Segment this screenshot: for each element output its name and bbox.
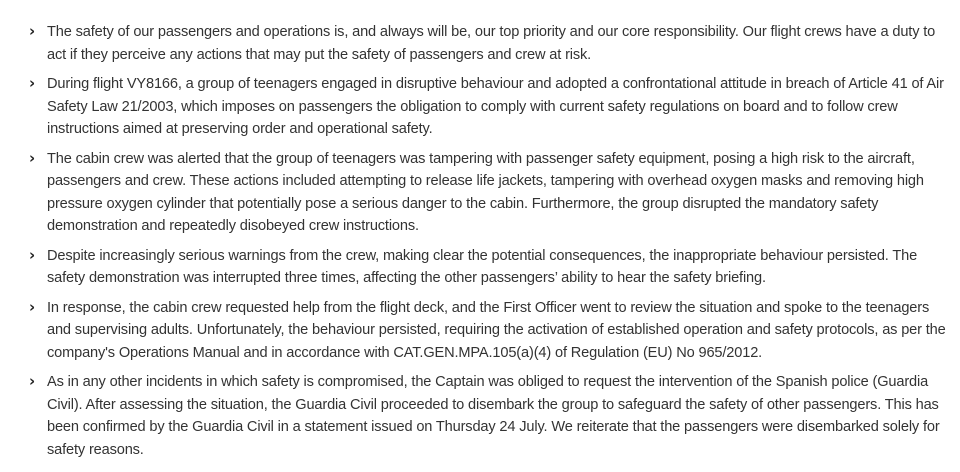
statement-item-4 [0, 245, 960, 290]
statement-text: Despite increasingly serious warnings from the crew, making clear the potential consequences, the inappropriate behaviour persisted. The safety demonstration was interrupted three times, affecting the other passengers’ ability to hear the safety briefing. [47, 247, 918, 286]
chevron-right-icon: › [29, 22, 36, 40]
statement-text: The cabin crew was alerted that the group of teenagers was tampering with passenger safety equipment, posing a high risk to the aircraft, passengers and crew. These actions included attempting to release life jackets, tampering with overhead oxygen masks and removing high pressure oxygen cylinder that potentially pose a serious danger to the cabin. Furthermore, the group disrupted the mandatory safety demonstration and repeatedly disobeyed crew instructions. [47, 150, 924, 234]
statement-item-1 [0, 0, 960, 66]
statement-text: As in any other incidents in which safety is compromised, the Captain was obliged to request the intervention of the Spanish police (Guardia Civil). After assessing the situation, the Guardia Civil proceeded to disembark the group to safeguard the safety of other passengers. This has been confirmed by the Guardia Civil in a statement issued on Thursday 24 July. We reiterate that the passengers were disembarked solely for safety reasons. [47, 374, 940, 458]
chevron-right-icon: › [29, 74, 36, 92]
chevron-right-icon: › [29, 297, 36, 316]
statement-text: In response, the cabin crew requested help from the flight deck, and the First Officer went to review the situation and spoke to the teenagers and supervising adults. Unfortunately, the behaviour persisted, requiring the activation of established operation and safety protocols, as per the company's Operations Manual and in accordance with CAT.GEN.MPA.105(a)(4) of Regulation (EU) No 965/2012. [47, 299, 946, 361]
statement-text: During flight VY8166, a group of teenagers engaged in disruptive behaviour and adopted a confrontational attitude in breach of Article 41 of Air Safety Law 21/2003, which imposes on passengers the obligation to comply with current safety regulations on board and to follow crew instructions aimed at preserving order and operational safety. [47, 76, 944, 137]
statement-item-6 [0, 371, 960, 461]
statement-item-3 [0, 148, 960, 238]
chevron-right-icon: › [29, 372, 36, 390]
statement-text: The safety of our passengers and operations is, and always will be, our top priority and our core responsibility. Our flight crews have a duty to act if they perceive any actions that may put the safety of passengers and crew at risk. [47, 24, 936, 63]
statement-item-5 [0, 297, 960, 365]
chevron-right-icon: › [29, 148, 36, 167]
chevron-right-icon: › [29, 245, 36, 264]
statement-item-2 [0, 73, 960, 141]
